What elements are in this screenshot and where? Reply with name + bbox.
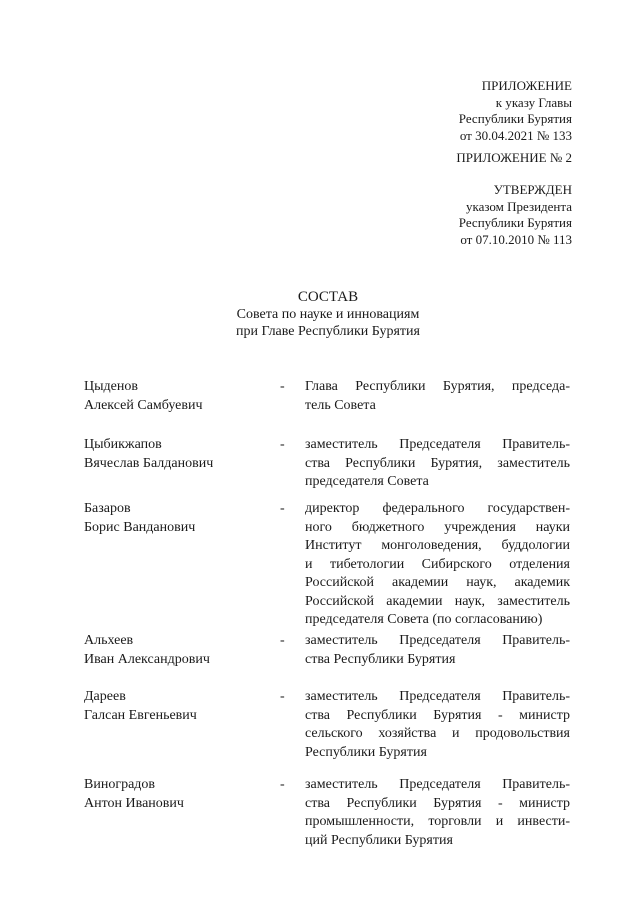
approved-header — [459, 182, 572, 248]
member-name — [84, 632, 264, 669]
member-name — [84, 500, 264, 537]
member-entry — [84, 436, 570, 500]
member-dash: - — [280, 689, 285, 704]
title-main: СОСТАВ — [297, 289, 359, 305]
role-line: Институт монголоведения, буддологии — [305, 538, 570, 553]
role-line: председателя Совета (по согласованию) — [305, 612, 543, 627]
member-name — [84, 776, 264, 813]
member-given-name: Вячеслав Балданович — [84, 455, 214, 471]
approved-line: указом Президента — [465, 198, 572, 214]
member-given-name: Алексей Самбуевич — [84, 397, 203, 413]
member-role — [305, 632, 570, 669]
appendix-number — [456, 150, 572, 167]
approved-line: УТВЕРЖДЕН — [493, 182, 572, 197]
member-given-name: Иван Александрович — [84, 651, 210, 667]
member-role — [305, 688, 570, 762]
role-line: заместитель Председателя Правитель- — [305, 437, 570, 452]
member-surname: Базаров — [84, 501, 131, 516]
role-line: ства Республики Бурятия - министр — [305, 707, 570, 723]
member-dash: - — [280, 501, 285, 516]
member-name — [84, 378, 264, 415]
role-line: ного бюджетного учреждения науки — [305, 519, 570, 535]
appendix-line: ПРИЛОЖЕНИЕ — [481, 78, 572, 93]
member-given-name: Антон Иванович — [84, 795, 184, 811]
role-line: Российской академии наук, заместитель — [305, 593, 570, 609]
member-entry — [84, 500, 570, 632]
role-line: ства Республики Бурятия - министр — [305, 795, 570, 811]
member-surname: Виноградов — [84, 777, 156, 792]
member-entry — [84, 776, 570, 852]
approved-line: от 07.10.2010 № 113 — [460, 231, 572, 247]
role-line: председателя Совета — [305, 474, 429, 489]
role-line: тель Совета — [305, 397, 376, 413]
appendix-line: к указу Главы — [495, 94, 572, 110]
member-dash: - — [280, 777, 285, 792]
role-line: Глава Республики Бурятия, председа- — [305, 379, 570, 394]
role-line: промышленности, торговли и инвести- — [305, 814, 570, 829]
member-given-name: Галсан Евгеньевич — [84, 707, 197, 723]
role-line: Российской академии наук, академик — [305, 575, 570, 590]
role-line: заместитель Председателя Правитель- — [305, 689, 570, 704]
title-subtitle: Совета по науке и инновациям — [236, 307, 420, 322]
member-surname: Цыденов — [84, 379, 138, 394]
role-line: и тибетологии Сибирского отделения — [305, 556, 570, 572]
member-given-name: Борис Ванданович — [84, 519, 196, 535]
document-title — [0, 289, 640, 340]
role-line: ства Республики Бурятия, заместитель — [305, 455, 570, 471]
member-surname: Цыбикжапов — [84, 437, 162, 452]
member-role — [305, 378, 570, 415]
appendix-line: Республики Бурятия — [458, 111, 572, 126]
approved-line: Республики Бурятия — [458, 215, 572, 230]
role-line: сельского хозяйства и продовольствия — [305, 726, 570, 741]
member-surname: Альхеев — [84, 633, 134, 648]
member-dash: - — [280, 379, 285, 394]
member-name — [84, 436, 264, 473]
member-surname: Дареев — [84, 689, 126, 704]
member-name — [84, 688, 264, 725]
member-dash: - — [280, 633, 285, 648]
appendix-line: от 30.04.2021 № 133 — [459, 127, 572, 143]
role-line: Республики Бурятия — [305, 744, 427, 760]
members-list — [84, 378, 570, 852]
title-subtitle: при Главе Республики Бурятия — [236, 324, 420, 339]
role-line: директор федерального государствен- — [305, 501, 570, 516]
role-line: заместитель Председателя Правитель- — [305, 777, 570, 792]
member-role — [305, 500, 570, 630]
role-line: заместитель Председателя Правитель- — [305, 633, 570, 648]
role-line: ций Республики Бурятия — [305, 832, 453, 848]
member-entry — [84, 688, 570, 776]
appendix-header — [459, 78, 572, 144]
member-entry — [84, 378, 570, 436]
appendix-number-line: ПРИЛОЖЕНИЕ № 2 — [456, 150, 572, 165]
role-line: ства Республики Бурятия — [305, 651, 456, 667]
member-role — [305, 776, 570, 850]
member-entry — [84, 632, 570, 688]
member-role — [305, 436, 570, 492]
member-dash: - — [280, 437, 285, 452]
